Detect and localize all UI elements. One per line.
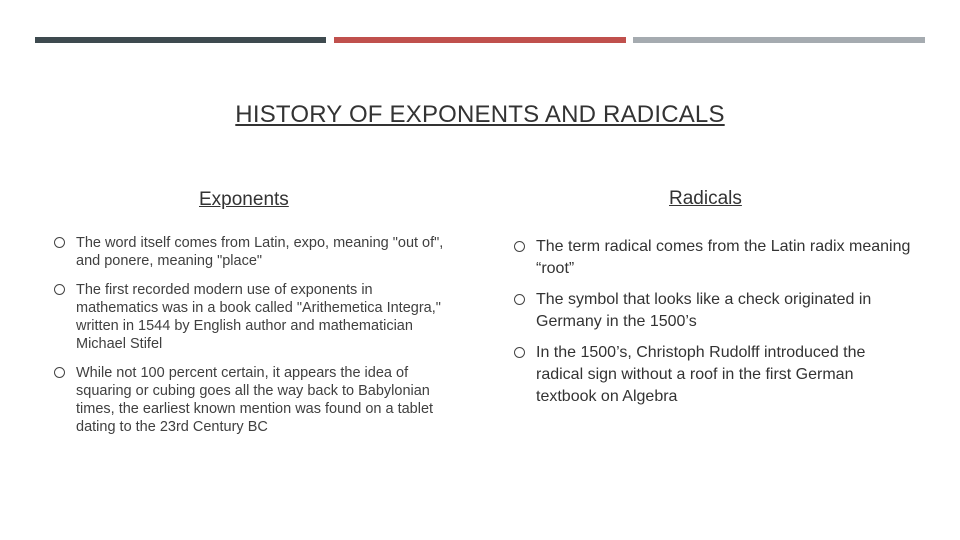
slide-title: HISTORY OF EXPONENTS AND RADICALS [235, 101, 725, 128]
hollow-circle-icon [514, 347, 525, 358]
radicals-heading: Radicals [669, 188, 742, 209]
list-item-text: The term radical comes from the Latin radix meaning “root” [536, 238, 911, 277]
list-item-text: In the 1500’s, Christoph Rudolff introduced the radical sign without a roof in the first German textbook on Algebra [536, 344, 866, 405]
accent-bar-grey [633, 37, 925, 43]
hollow-circle-icon [514, 294, 525, 305]
list-item [54, 281, 454, 353]
radicals-list [514, 236, 914, 417]
hollow-circle-icon [514, 241, 525, 252]
list-item-text: The word itself comes from Latin, expo, meaning "out of", and ponere, meaning "place" [76, 235, 444, 269]
list-item-text: The symbol that looks like a check originated in Germany in the 1500’s [536, 291, 872, 330]
accent-bar-red [334, 37, 626, 43]
accent-bar-dark [35, 37, 326, 43]
list-item-text: The first recorded modern use of exponents in mathematics was in a book called "Arithemetica Integra," written in 1544 by English author and mathematician Michael Stifel [76, 282, 441, 352]
hollow-circle-icon [54, 367, 65, 378]
list-item [54, 364, 454, 436]
list-item [54, 234, 454, 270]
list-item [514, 289, 914, 333]
list-item [514, 236, 914, 280]
exponents-list [54, 234, 454, 447]
exponents-heading: Exponents [199, 189, 289, 210]
hollow-circle-icon [54, 237, 65, 248]
list-item-text: While not 100 percent certain, it appears the idea of squaring or cubing goes all the way back to Babylonian times, the earliest known mention was found on a tablet dating to the 23rd Century BC [76, 365, 434, 435]
hollow-circle-icon [54, 284, 65, 295]
list-item [514, 342, 914, 408]
